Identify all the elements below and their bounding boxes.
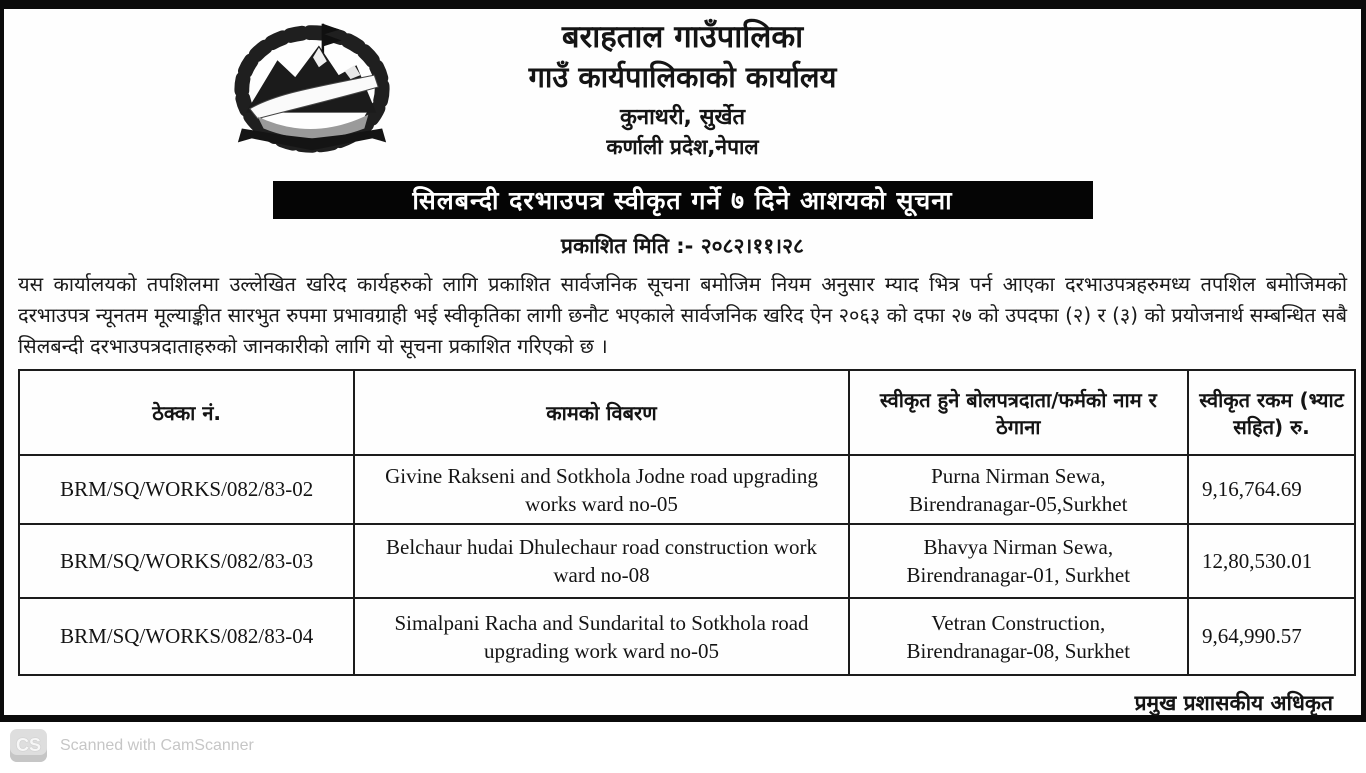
emblem-graphic: [228, 15, 396, 155]
bidder-name-address: [849, 598, 1188, 675]
published-date-label: प्रकाशित मिति :-: [561, 234, 694, 258]
col-header-approved-amount: स्वीकृत रकम (भ्याट सहित) रु.: [1188, 370, 1355, 455]
table-row: [19, 524, 1355, 598]
awarded-bids-table: [18, 369, 1356, 676]
approved-amount: 12,80,530.01: [1188, 524, 1355, 598]
work-description: Givine Rakseni and Sotkhola Jodne road upgrading works ward no-05: [354, 455, 848, 524]
col-header-work-description: कामको विबरण: [354, 370, 848, 455]
bidder-address: Birendranagar-08, Surkhet: [906, 638, 1131, 663]
col-header-bidder-name-address: स्वीकृत हुने बोलपत्रदाता/फर्मको नाम र ठेगाना: [849, 370, 1188, 455]
camscanner-watermark: [10, 729, 254, 762]
camscanner-watermark-label: Scanned with CamScanner: [60, 736, 254, 754]
bidder-name: Purna Nirman Sewa,: [931, 463, 1106, 488]
address-line-1: कुनाथरी, सुर्खेत: [620, 105, 745, 130]
contract-number: BRM/SQ/WORKS/082/83-04: [19, 598, 354, 675]
signatory-title: प्रमुख प्रशासकीय अधिकृत: [1134, 691, 1333, 715]
work-description: Belchaur hudai Dhulechaur road construction work ward no-08: [354, 524, 848, 598]
notice-title-banner: [273, 181, 1093, 219]
published-date-value: २०८२।११।२८: [700, 234, 804, 258]
letterhead: [4, 9, 1361, 161]
bidder-name-address: [849, 524, 1188, 598]
col-header-contract-no: ठेक्का नं.: [19, 370, 354, 455]
contract-number: BRM/SQ/WORKS/082/83-02: [19, 455, 354, 524]
nepal-coat-of-arms-logo: [228, 15, 396, 155]
approved-amount: 9,16,764.69: [1188, 455, 1355, 524]
notice-body-paragraph: यस कार्यालयको तपशिलमा उल्लेखित खरिद कार्यहरुको लागि प्रकाशित सार्वजनिक सूचना बमोजिम नियम अनुसार म्याद भित्र पर्न आएका दरभाउपत्रहरुमध्य तपशिल बमोजिमको दरभाउपत्र न्यूनतम मूल्याङ्कीत सारभुत रुपमा प्रभावग्राही भई स्वीकृतिका लागी छनौट भएकाले सार्वजनिक खरिद ऐन २०६३ को दफा २७ को उपदफा (२) र (३) को प्रयोजनार्थ सम्बन्धित सबै सिलबन्दी दरभाउपत्रदाताहरुको जानकारीको लागि यो सूचना प्रकाशित गरिएको छ ।: [18, 272, 1347, 358]
approved-amount: 9,64,990.57: [1188, 598, 1355, 675]
municipality-name: बराहताल गाउँपालिका: [561, 19, 804, 55]
bidder-name: Bhavya Nirman Sewa,: [923, 535, 1114, 559]
notice-title: सिलबन्दी दरभाउपत्र स्वीकृत गर्ने ७ दिने आशयको सूचना: [412, 186, 953, 215]
contract-number: BRM/SQ/WORKS/082/83-03: [19, 524, 354, 598]
camscanner-cs-icon: CS: [10, 729, 47, 762]
address-line-2: कर्णाली प्रदेश,नेपाल: [606, 135, 759, 159]
bidder-name: Vetran Construction,: [931, 610, 1106, 635]
bidder-address: Birendranagar-01, Surkhet: [906, 563, 1131, 587]
bidder-address: Birendranagar-05,Surkhet: [909, 491, 1128, 516]
office-name: गाउँ कार्यपालिकाको कार्यालय: [528, 60, 837, 94]
table-row: [19, 455, 1355, 524]
work-description: Simalpani Racha and Sundarital to Sotkhola road upgrading work ward no-05: [354, 598, 848, 675]
published-date-line: [4, 231, 1361, 261]
bidder-name-address: [849, 455, 1188, 524]
table-header-row: [19, 370, 1355, 455]
table-row: [19, 598, 1355, 675]
